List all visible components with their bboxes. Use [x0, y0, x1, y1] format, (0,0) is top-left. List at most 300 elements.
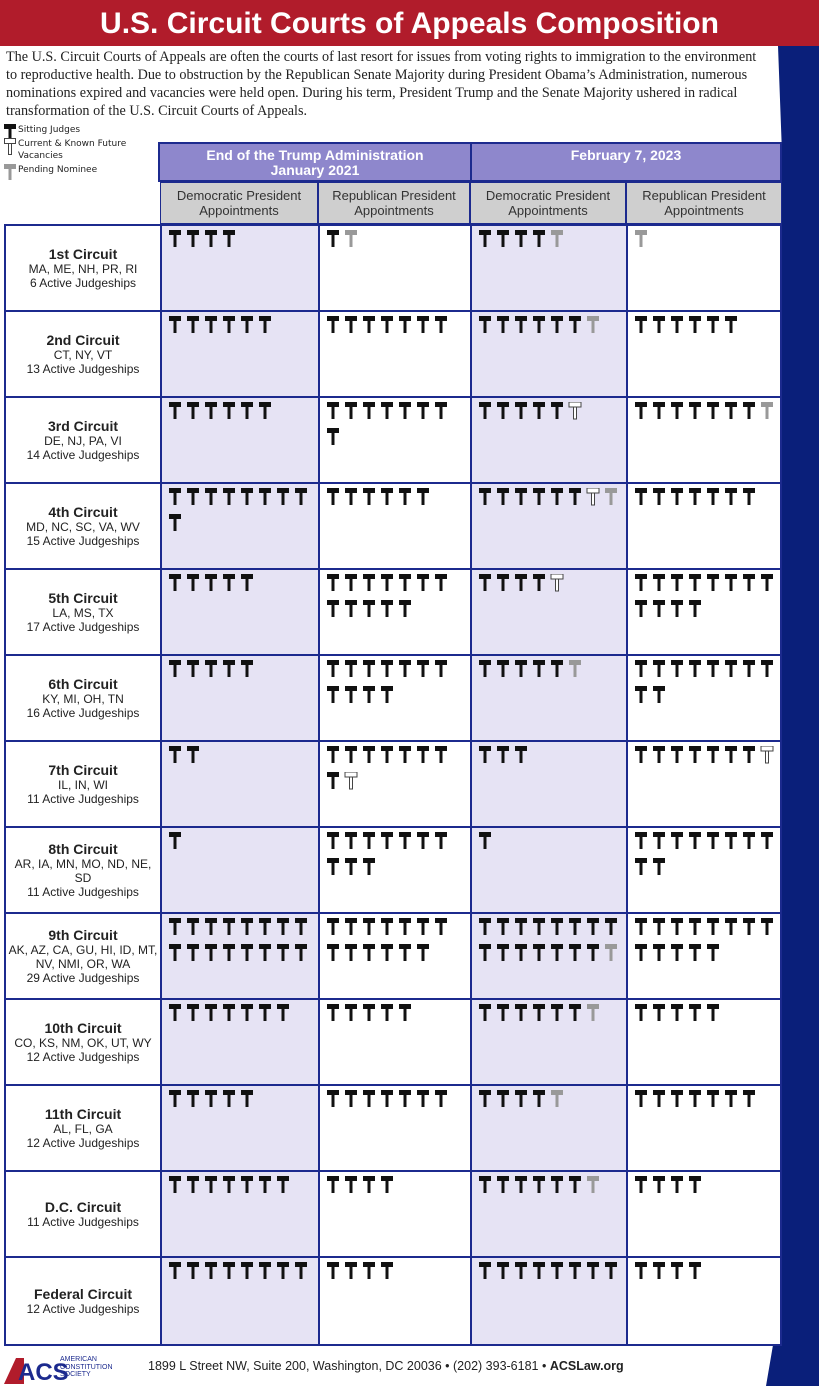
gavel-sitting-icon	[168, 1090, 182, 1108]
gavel-sitting-icon	[380, 316, 394, 334]
circuit-judgeships: 15 Active Judgeships	[26, 533, 140, 548]
cell-feb2023-dem	[472, 398, 628, 482]
gavel-sitting-icon	[532, 1176, 546, 1194]
gavel-sitting-icon	[652, 1004, 666, 1022]
header-feb-dem: Democratic President Appointments	[470, 182, 626, 224]
gavel-pending-icon	[760, 402, 774, 420]
gavel-sitting-icon	[168, 230, 182, 248]
gavel-sitting-icon	[398, 600, 412, 618]
gavel-sitting-icon	[416, 832, 430, 850]
table-row	[6, 570, 780, 656]
cell-feb2023-rep	[628, 656, 780, 740]
svg-text:ACS: ACS	[18, 1359, 69, 1384]
gavel-group	[478, 660, 624, 686]
gavel-group	[634, 316, 778, 342]
gavel-sitting-icon	[742, 488, 756, 506]
gavel-sitting-icon	[496, 316, 510, 334]
gavel-sitting-icon	[496, 944, 510, 962]
gavel-sitting-icon	[568, 1004, 582, 1022]
gavel-sitting-icon	[688, 488, 702, 506]
gavel-sitting-icon	[168, 944, 182, 962]
gavel-sitting-icon	[688, 918, 702, 936]
gavel-sitting-icon	[204, 1176, 218, 1194]
gavel-sitting-icon	[186, 944, 200, 962]
gavel-group	[326, 832, 468, 884]
gavel-sitting-icon	[204, 1090, 218, 1108]
cell-feb2023-dem	[472, 1172, 628, 1256]
gavel-group	[634, 1176, 778, 1202]
gavel-sitting-icon	[186, 660, 200, 678]
gavel-sitting-icon	[634, 660, 648, 678]
gavel-sitting-icon	[532, 660, 546, 678]
cell-jan2021-dem	[162, 828, 320, 912]
circuit-judgeships: 17 Active Judgeships	[26, 619, 140, 634]
gavel-sitting-icon	[168, 488, 182, 506]
table-row	[6, 484, 780, 570]
gavel-sitting-icon	[380, 402, 394, 420]
header-jan-2021-title: End of the Trump Administration	[206, 147, 424, 163]
cell-feb2023-dem	[472, 1258, 628, 1344]
gavel-sitting-icon	[568, 1262, 582, 1280]
gavel-sitting-icon	[586, 1262, 600, 1280]
gavel-sitting-icon	[168, 402, 182, 420]
gavel-sitting-icon	[532, 918, 546, 936]
gavel-sitting-icon	[550, 660, 564, 678]
gavel-group	[168, 660, 316, 686]
table-row	[6, 1086, 780, 1172]
gavel-group	[326, 488, 468, 514]
cell-jan2021-dem	[162, 570, 320, 654]
gavel-sitting-icon	[760, 918, 774, 936]
gavel-group	[168, 746, 316, 772]
gavel-sitting-icon	[434, 660, 448, 678]
gavel-sitting-icon	[258, 1004, 272, 1022]
gavel-sitting-icon	[760, 574, 774, 592]
gavel-group	[168, 1004, 316, 1030]
gavel-sitting-icon	[398, 402, 412, 420]
gavel-sitting-icon	[222, 918, 236, 936]
gavel-sitting-icon	[634, 316, 648, 334]
gavel-sitting-icon	[326, 1004, 340, 1022]
gavel-sitting-icon	[344, 858, 358, 876]
gavel-sitting-icon	[496, 660, 510, 678]
gavel-group	[478, 488, 624, 514]
cell-jan2021-dem	[162, 398, 320, 482]
gavel-sitting-icon	[634, 858, 648, 876]
gavel-sitting-icon	[724, 488, 738, 506]
gavel-sitting-icon	[652, 600, 666, 618]
circuit-judgeships: 13 Active Judgeships	[26, 361, 140, 376]
gavel-sitting-icon	[362, 660, 376, 678]
gavel-sitting-icon	[514, 230, 528, 248]
gavel-sitting-icon	[496, 1004, 510, 1022]
gavel-sitting-icon	[168, 1262, 182, 1280]
gavel-sitting-icon	[398, 746, 412, 764]
gavel-pending-icon	[550, 230, 564, 248]
circuit-label	[6, 1258, 162, 1344]
gavel-sitting-icon	[496, 574, 510, 592]
gavel-pending-icon	[604, 488, 618, 506]
gavel-sitting-icon	[434, 1090, 448, 1108]
gavel-group	[168, 918, 316, 970]
gavel-sitting-icon	[362, 1176, 376, 1194]
gavel-sitting-icon	[258, 944, 272, 962]
gavel-sitting-icon	[222, 488, 236, 506]
gavel-sitting-icon	[550, 1262, 564, 1280]
gavel-sitting-icon	[670, 1004, 684, 1022]
gavel-sitting-icon	[344, 1176, 358, 1194]
gavel-sitting-icon	[478, 660, 492, 678]
gavel-sitting-icon	[724, 746, 738, 764]
gavel-sitting-icon	[634, 1090, 648, 1108]
cell-jan2021-rep	[320, 1172, 472, 1256]
gavel-sitting-icon	[398, 316, 412, 334]
gavel-vacancy-icon	[760, 746, 774, 764]
gavel-sitting-icon	[326, 600, 340, 618]
footer-website[interactable]: ACSLaw.org	[549, 1359, 624, 1373]
gavel-sitting-icon	[380, 1262, 394, 1280]
gavel-sitting-icon	[652, 686, 666, 704]
gavel-pending-icon	[586, 1176, 600, 1194]
gavel-sitting-icon	[550, 1176, 564, 1194]
gavel-group	[326, 574, 468, 626]
gavel-sitting-icon	[344, 488, 358, 506]
header-feb-2023	[470, 142, 782, 182]
gavel-sitting-icon	[670, 600, 684, 618]
circuit-name: 4th Circuit	[48, 503, 118, 520]
gavel-sitting-icon	[514, 574, 528, 592]
circuit-name: 8th Circuit	[48, 840, 118, 857]
cell-jan2021-dem	[162, 312, 320, 396]
gavel-sitting-icon	[688, 402, 702, 420]
gavel-sitting-icon	[168, 514, 182, 532]
gavel-sitting-icon	[222, 1262, 236, 1280]
table-row	[6, 656, 780, 742]
gavel-sitting-icon	[344, 944, 358, 962]
cell-jan2021-dem	[162, 1258, 320, 1344]
legend-sitting-label: Sitting Judges	[18, 125, 81, 135]
gavel-sitting-icon	[362, 600, 376, 618]
circuit-name: 11th Circuit	[44, 1105, 122, 1122]
gavel-sitting-icon	[688, 316, 702, 334]
gavel-sitting-icon	[724, 918, 738, 936]
cell-jan2021-rep	[320, 656, 472, 740]
cell-jan2021-dem	[162, 1000, 320, 1084]
gavel-sitting-icon	[496, 488, 510, 506]
gavel-sitting-icon	[478, 402, 492, 420]
gavel-sitting-icon	[550, 316, 564, 334]
gavel-sitting-icon	[416, 918, 430, 936]
gavel-sitting-icon	[186, 316, 200, 334]
cell-feb2023-dem	[472, 828, 628, 912]
gavel-sitting-icon	[478, 1004, 492, 1022]
gavel-group	[168, 230, 316, 256]
gavel-group	[478, 230, 624, 256]
gavel-sitting-icon	[670, 660, 684, 678]
gavel-sitting-icon	[204, 660, 218, 678]
gavel-sitting-icon	[294, 944, 308, 962]
gavel-sitting-icon	[326, 230, 340, 248]
gavel-sitting-icon	[204, 488, 218, 506]
circuit-judgeships: 14 Active Judgeships	[26, 447, 140, 462]
cell-jan2021-rep	[320, 570, 472, 654]
gavel-sitting-icon	[398, 488, 412, 506]
acs-org-name	[60, 1356, 113, 1379]
header-jan-2021-subtitle: January 2021	[270, 162, 360, 178]
gavel-sitting-icon	[222, 574, 236, 592]
gavel-sitting-icon	[362, 686, 376, 704]
gavel-sitting-icon	[380, 686, 394, 704]
table-row	[6, 226, 780, 312]
gavel-group	[326, 1176, 468, 1202]
gavel-sitting-icon	[258, 402, 272, 420]
gavel-sitting-icon	[380, 832, 394, 850]
gavel-vacancy-icon	[568, 402, 582, 420]
gavel-sitting-icon	[706, 918, 720, 936]
cell-feb2023-rep	[628, 312, 780, 396]
table-row	[6, 1172, 780, 1258]
gavel-sitting-icon	[742, 574, 756, 592]
circuit-name: 1st Circuit	[48, 245, 118, 262]
gavel-sitting-icon	[186, 1176, 200, 1194]
cell-feb2023-rep	[628, 1172, 780, 1256]
gavel-sitting-icon	[222, 944, 236, 962]
gavel-group	[326, 1004, 468, 1030]
gavel-sitting-icon	[344, 574, 358, 592]
gavel-sitting-icon	[380, 944, 394, 962]
gavel-sitting-icon	[258, 918, 272, 936]
circuit-label	[6, 1000, 162, 1084]
footer	[0, 1352, 819, 1386]
table-row	[6, 914, 780, 1000]
circuit-judgeships: 16 Active Judgeships	[26, 705, 140, 720]
circuit-label	[6, 1172, 162, 1256]
gavel-sitting-icon	[670, 918, 684, 936]
legend-pending-label: Pending Nominee	[18, 165, 98, 175]
gavel-sitting-icon	[258, 316, 272, 334]
gavel-sitting-icon	[688, 1176, 702, 1194]
gavel-sitting-icon	[326, 944, 340, 962]
gavel-sitting-icon	[276, 488, 290, 506]
gavel-sitting-icon	[344, 686, 358, 704]
cell-jan2021-rep	[320, 484, 472, 568]
circuit-judgeships: 12 Active Judgeships	[26, 1049, 140, 1064]
gavel-sitting-icon	[326, 428, 340, 446]
gavel-sitting-icon	[258, 1176, 272, 1194]
gavel-sitting-icon	[634, 1262, 648, 1280]
gavel-sitting-icon	[514, 402, 528, 420]
gavel-sitting-icon	[670, 316, 684, 334]
gavel-sitting-icon	[634, 1004, 648, 1022]
cell-feb2023-rep	[628, 570, 780, 654]
gavel-sitting-icon	[478, 746, 492, 764]
gavel-sitting-icon	[568, 944, 582, 962]
gavel-sitting-icon	[496, 1262, 510, 1280]
cell-feb2023-rep	[628, 828, 780, 912]
cell-jan2021-rep	[320, 312, 472, 396]
gavel-sitting-icon	[416, 488, 430, 506]
gavel-sitting-icon	[362, 1004, 376, 1022]
circuit-states: CT, NY, VT	[53, 347, 113, 362]
gavel-group	[478, 1262, 624, 1288]
gavel-sitting-icon	[276, 1176, 290, 1194]
circuit-name: 5th Circuit	[48, 589, 118, 606]
gavel-sitting-icon	[706, 316, 720, 334]
footer-address: 1899 L Street NW, Suite 200, Washington, DC 20036 • (202) 393-6181 •	[148, 1359, 550, 1373]
gavel-group	[478, 918, 624, 970]
gavel-sitting-icon	[688, 600, 702, 618]
org-line2: CONSTITUTION	[60, 1363, 113, 1371]
gavel-sitting-icon	[670, 402, 684, 420]
gavel-sitting-icon	[532, 574, 546, 592]
cell-feb2023-rep	[628, 398, 780, 482]
circuit-label	[6, 742, 162, 826]
gavel-sitting-icon	[634, 600, 648, 618]
gavel-group	[634, 1262, 778, 1288]
gavel-sitting-icon	[586, 918, 600, 936]
gavel-sitting-icon	[362, 918, 376, 936]
gavel-sitting-icon	[362, 1262, 376, 1280]
gavel-group	[168, 1262, 316, 1288]
circuit-name: 3rd Circuit	[47, 417, 118, 434]
gavel-sitting-icon	[688, 746, 702, 764]
cell-feb2023-dem	[472, 226, 628, 310]
gavel-sitting-icon	[204, 1262, 218, 1280]
gavel-group	[634, 488, 778, 514]
gavel-sitting-icon	[634, 402, 648, 420]
table-row	[6, 398, 780, 484]
gavel-sitting-icon	[344, 832, 358, 850]
gavel-sitting-icon	[568, 918, 582, 936]
circuit-judgeships: 11 Active Judgeships	[27, 884, 139, 899]
gavel-sitting-icon	[326, 1090, 340, 1108]
gavel-sitting-icon	[294, 1262, 308, 1280]
gavel-sitting-icon	[550, 488, 564, 506]
gavel-sitting-icon	[652, 858, 666, 876]
gavel-sitting-icon	[344, 600, 358, 618]
gavel-sitting-icon	[326, 1176, 340, 1194]
gavel-group	[326, 230, 468, 256]
gavel-group	[326, 746, 468, 798]
gavel-sitting-icon	[532, 944, 546, 962]
circuit-judgeships: 11 Active Judgeships	[27, 791, 139, 806]
gavel-sitting-icon	[688, 1262, 702, 1280]
gavel-sitting-icon	[380, 600, 394, 618]
gavel-sitting-icon	[416, 944, 430, 962]
gavel-sitting-icon	[398, 918, 412, 936]
gavel-sitting-icon	[514, 660, 528, 678]
gavel-sitting-icon	[604, 1262, 618, 1280]
gavel-sitting-icon	[326, 746, 340, 764]
gavel-sitting-icon	[478, 918, 492, 936]
gavel-pending-icon	[586, 316, 600, 334]
gavel-group	[326, 660, 468, 712]
circuit-label	[6, 656, 162, 740]
gavel-sitting-icon	[688, 660, 702, 678]
gavel-sitting-icon	[706, 1090, 720, 1108]
gavel-sitting-icon	[688, 832, 702, 850]
gavel-sitting-icon	[204, 316, 218, 334]
cell-feb2023-dem	[472, 484, 628, 568]
gavel-sitting-icon	[634, 488, 648, 506]
circuit-states: IL, IN, WI	[57, 777, 108, 792]
gavel-sitting-icon	[496, 402, 510, 420]
gavel-sitting-icon	[240, 488, 254, 506]
cell-feb2023-rep	[628, 484, 780, 568]
circuit-name: 7th Circuit	[48, 761, 118, 778]
cell-jan2021-rep	[320, 398, 472, 482]
gavel-sitting-icon	[344, 316, 358, 334]
gavel-sitting-icon	[186, 574, 200, 592]
gavel-sitting-icon	[240, 1262, 254, 1280]
gavel-sitting-icon	[186, 1090, 200, 1108]
cell-jan2021-rep	[320, 742, 472, 826]
gavel-sitting-icon	[724, 574, 738, 592]
gavel-group	[326, 1262, 468, 1288]
table-row	[6, 742, 780, 828]
gavel-sitting-icon	[688, 574, 702, 592]
gavel-sitting-icon	[514, 488, 528, 506]
gavel-sitting-icon	[362, 574, 376, 592]
gavel-sitting-icon	[240, 944, 254, 962]
cell-jan2021-rep	[320, 226, 472, 310]
gavel-sitting-icon	[326, 402, 340, 420]
cell-feb2023-dem	[472, 742, 628, 826]
cell-feb2023-dem	[472, 656, 628, 740]
gavel-sitting-icon	[276, 944, 290, 962]
gavel-sitting-icon	[326, 686, 340, 704]
legend-vacancy-label	[18, 138, 126, 162]
gavel-sitting-icon	[532, 230, 546, 248]
gavel-group	[634, 1090, 778, 1116]
gavel-sitting-icon	[222, 660, 236, 678]
cell-jan2021-dem	[162, 656, 320, 740]
gavel-sitting-icon	[478, 1176, 492, 1194]
gavel-sitting-icon	[634, 1176, 648, 1194]
gavel-sitting-icon	[550, 918, 564, 936]
circuit-states: MA, ME, NH, PR, RI	[28, 261, 138, 276]
gavel-group	[634, 402, 778, 428]
gavel-sitting-icon	[204, 574, 218, 592]
gavel-group	[168, 1090, 316, 1116]
gavel-sitting-icon	[380, 574, 394, 592]
gavel-sitting-icon	[706, 660, 720, 678]
cell-feb2023-dem	[472, 312, 628, 396]
gavel-sitting-icon	[496, 746, 510, 764]
gavel-pending-icon	[634, 230, 648, 248]
gavel-sitting-icon	[186, 1262, 200, 1280]
gavel-sitting-icon	[380, 488, 394, 506]
gavel-sitting-icon	[258, 1262, 272, 1280]
footer-contact	[148, 1359, 624, 1373]
gavel-sitting-icon	[652, 1176, 666, 1194]
gavel-sitting-icon	[706, 1004, 720, 1022]
gavel-sitting-icon	[478, 316, 492, 334]
gavel-sitting-icon	[344, 1004, 358, 1022]
gavel-sitting-icon	[276, 918, 290, 936]
gavel-sitting-icon	[724, 316, 738, 334]
gavel-sitting-icon	[634, 686, 648, 704]
gavel-group	[326, 1090, 468, 1116]
table-row	[6, 312, 780, 398]
gavel-sitting-icon	[724, 660, 738, 678]
circuit-judgeships: 12 Active Judgeships	[26, 1135, 140, 1150]
gavel-group	[326, 316, 468, 342]
cell-jan2021-dem	[162, 742, 320, 826]
circuit-table	[4, 224, 782, 1346]
gavel-sitting-icon	[416, 574, 430, 592]
gavel-pending-icon	[568, 660, 582, 678]
